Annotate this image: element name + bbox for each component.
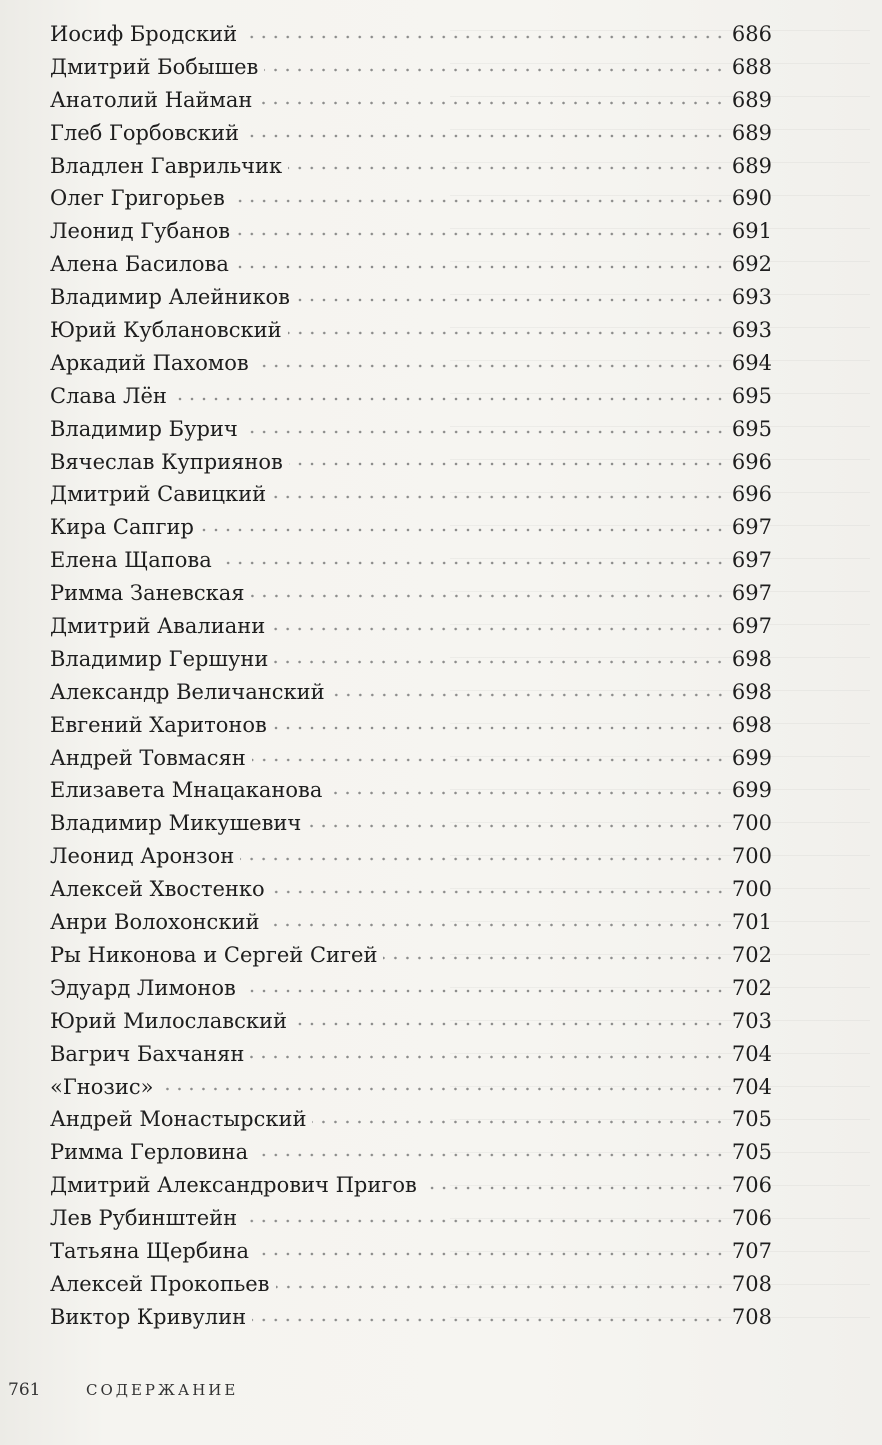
dot-leader (273, 723, 726, 733)
toc-entry (50, 1169, 772, 1202)
toc-entry-title: Иосиф Бродский (50, 22, 238, 46)
toc-entry (50, 544, 772, 577)
toc-entry (50, 1301, 772, 1334)
toc-entry (50, 281, 772, 314)
toc-entry-page: 701 (731, 910, 772, 935)
dot-leader (243, 1216, 726, 1226)
toc-entry-page: 694 (731, 350, 772, 375)
toc-entry-page: 693 (731, 285, 772, 310)
toc-entry (50, 18, 772, 51)
toc-entry-title: Глеб Горбовский (50, 120, 239, 145)
dot-leader (265, 920, 725, 930)
toc-entry-page: 707 (731, 1238, 772, 1263)
dot-leader (383, 953, 725, 963)
dot-leader (252, 1315, 726, 1325)
dot-leader (173, 394, 726, 404)
dot-leader (331, 690, 726, 700)
toc-entry-title: Юрий Милославский (50, 1008, 287, 1033)
dot-leader (200, 525, 726, 535)
toc-entry-title: Елена Щапова (50, 548, 212, 573)
toc-entry-title: Анри Волохонский (50, 910, 260, 935)
toc-entry-title: Александр Величанский (50, 679, 325, 704)
dot-leader (288, 163, 726, 173)
toc-entry (50, 117, 772, 150)
toc-entry (50, 51, 772, 84)
toc-entry (50, 347, 772, 380)
toc-entry-page: 695 (731, 416, 772, 441)
toc-entry-title: Олег Григорьев (50, 186, 225, 211)
toc-entry-page: 691 (731, 219, 772, 244)
toc-entry-page: 702 (731, 975, 772, 1000)
dot-leader (258, 98, 726, 108)
toc-entry-title: Аркадий Пахомов (50, 350, 249, 375)
toc-entry (50, 676, 772, 709)
toc-entry-page: 688 (731, 54, 772, 79)
toc-entry-title: Алексей Прокопьев (50, 1271, 270, 1296)
toc-entry-title: Леонид Губанов (50, 219, 231, 244)
dot-leader (242, 986, 726, 996)
toc-entry (50, 413, 772, 446)
dot-leader (276, 1282, 726, 1292)
toc-entry-title: Владимир Алейников (50, 285, 290, 310)
toc-entry-title: Владлен Гаврильчик (50, 153, 283, 178)
toc-entry-title: Анатолий Найман (50, 87, 253, 112)
dot-leader (274, 657, 726, 667)
running-head: СОДЕРЖАНИЕ (86, 1381, 239, 1399)
toc-entry-title: Дмитрий Александрович Пригов (50, 1173, 417, 1198)
toc-entry-page: 692 (731, 252, 772, 277)
toc-entry-page: 700 (731, 811, 772, 836)
toc-entry-page: 704 (731, 1074, 772, 1099)
toc-entry (50, 380, 772, 413)
toc-entry (50, 577, 772, 610)
toc-entry-page: 697 (731, 581, 772, 606)
toc-entry-page: 690 (731, 186, 772, 211)
toc-entry-title: Юрий Кублановский (50, 318, 282, 343)
dot-leader (244, 427, 726, 437)
toc-entry-page: 696 (731, 482, 772, 507)
toc-entry-title: Елизавета Мнацаканова (50, 778, 323, 803)
toc-entry-page: 693 (731, 318, 772, 343)
toc-entry-title: Владимир Гершуни (50, 646, 269, 671)
toc-entry (50, 511, 772, 544)
toc-entry-page: 695 (731, 383, 772, 408)
toc-entry-title: Алексей Хвостенко (50, 877, 265, 902)
toc-entry-page: 689 (731, 153, 772, 178)
page-footer (8, 1380, 238, 1400)
toc-entry-page: 697 (731, 614, 772, 639)
toc-entry-page: 705 (731, 1107, 772, 1132)
toc-entry-page: 698 (731, 679, 772, 704)
dot-leader (255, 1249, 726, 1259)
toc-entry (50, 972, 772, 1005)
toc-entry-page: 703 (731, 1008, 772, 1033)
toc-entry-page: 704 (731, 1041, 772, 1066)
toc-entry-title: Владимир Бурич (50, 416, 238, 441)
toc-entry (50, 939, 772, 972)
toc-entry-title: Виктор Кривулин (50, 1304, 247, 1329)
dot-leader (245, 131, 726, 141)
toc-entry-title: Андрей Товмасян (50, 745, 246, 770)
dot-leader (250, 1052, 726, 1062)
toc-entry (50, 873, 772, 906)
dot-leader (288, 328, 726, 338)
dot-leader (251, 591, 726, 601)
toc-entry-title: Римма Герловина (50, 1140, 249, 1165)
toc-entry-title: Римма Заневская (50, 581, 245, 606)
toc-entry (50, 446, 772, 479)
dot-leader (293, 1019, 726, 1029)
toc-entry (50, 215, 772, 248)
toc-entry-title: Кира Сапгир (50, 515, 194, 540)
toc-entry-page: 700 (731, 877, 772, 902)
toc-entry-title: Леонид Аронзон (50, 844, 235, 869)
dot-leader (243, 32, 726, 42)
toc-entry-page: 689 (731, 120, 772, 145)
toc-entry (50, 840, 772, 873)
toc-entry-page: 706 (731, 1206, 772, 1231)
toc-entry-page: 708 (731, 1271, 772, 1296)
dot-leader (289, 459, 726, 469)
dot-leader (254, 1150, 726, 1160)
toc-entry-title: Вагрич Бахчанян (50, 1041, 245, 1066)
toc-entry (50, 248, 772, 281)
toc-entry-title: Владимир Микушевич (50, 811, 302, 836)
toc-entry-title: Дмитрий Авалиани (50, 614, 266, 639)
toc-entry (50, 84, 772, 117)
toc-entry-page: 702 (731, 942, 772, 967)
toc-entry-page: 686 (731, 22, 772, 46)
dot-leader (252, 755, 726, 765)
toc-entry (50, 1268, 772, 1301)
toc-entry-title: Вячеслав Куприянов (50, 449, 283, 474)
toc-entry-title: Андрей Монастырский (50, 1107, 307, 1132)
toc-entry-title: Дмитрий Бобышев (50, 54, 259, 79)
toc-entry (50, 1103, 772, 1136)
toc-entry (50, 906, 772, 939)
toc-entry (50, 807, 772, 840)
toc-entry-title: Эдуард Лимонов (50, 975, 236, 1000)
dot-leader (236, 229, 726, 239)
toc-entry-page: 699 (731, 745, 772, 770)
toc-entry (50, 1038, 772, 1071)
toc-entry (50, 182, 772, 215)
toc-entry-page: 697 (731, 515, 772, 540)
toc-entry-title: Ры Никонова и Сергей Сигей (50, 942, 378, 967)
toc-entry (50, 774, 772, 807)
toc-entry (50, 643, 772, 676)
dot-leader (255, 361, 726, 371)
toc-entry (50, 478, 772, 511)
dot-leader (307, 821, 726, 831)
dot-leader (231, 196, 726, 206)
toc-entry-page: 706 (731, 1173, 772, 1198)
dot-leader (423, 1183, 726, 1193)
dot-leader (159, 1084, 725, 1094)
toc-entry-title: «Гнозис» (50, 1074, 154, 1099)
toc-entry-title: Евгений Харитонов (50, 712, 267, 737)
dot-leader (296, 295, 726, 305)
toc-entry (50, 1005, 772, 1038)
dot-leader (235, 262, 726, 272)
toc-entry (50, 709, 772, 742)
toc-entry-page: 708 (731, 1304, 772, 1329)
toc-entry-page: 699 (731, 778, 772, 803)
toc-entry (50, 1202, 772, 1235)
dot-leader (218, 558, 726, 568)
toc-entry (50, 610, 772, 643)
dot-leader (312, 1117, 725, 1127)
toc-entry (50, 314, 772, 347)
toc-entry-page: 698 (731, 646, 772, 671)
toc-entry (50, 742, 772, 775)
toc-entry-page: 698 (731, 712, 772, 737)
toc-entry-page: 696 (731, 449, 772, 474)
toc-entry (50, 1235, 772, 1268)
toc-entry-title: Лев Рубинштейн (50, 1206, 238, 1231)
toc-entry-page: 689 (731, 87, 772, 112)
toc-entry-title: Татьяна Щербина (50, 1238, 250, 1263)
toc-entry (50, 1071, 772, 1104)
toc-entry-page: 705 (731, 1140, 772, 1165)
toc-entry-title: Алена Басилова (50, 252, 229, 277)
toc-entry-page: 700 (731, 844, 772, 869)
dot-leader (272, 492, 726, 502)
dot-leader (328, 788, 726, 798)
toc-entry-title: Слава Лён (50, 383, 167, 408)
dot-leader (271, 624, 726, 634)
page-number: 761 (8, 1380, 41, 1400)
toc-entry-page: 697 (731, 548, 772, 573)
toc-entry (50, 1136, 772, 1169)
dot-leader (240, 854, 726, 864)
table-of-contents (50, 18, 772, 1334)
dot-leader (264, 65, 726, 75)
toc-entry (50, 150, 772, 183)
toc-entry-title: Дмитрий Савицкий (50, 482, 267, 507)
dot-leader (271, 887, 726, 897)
